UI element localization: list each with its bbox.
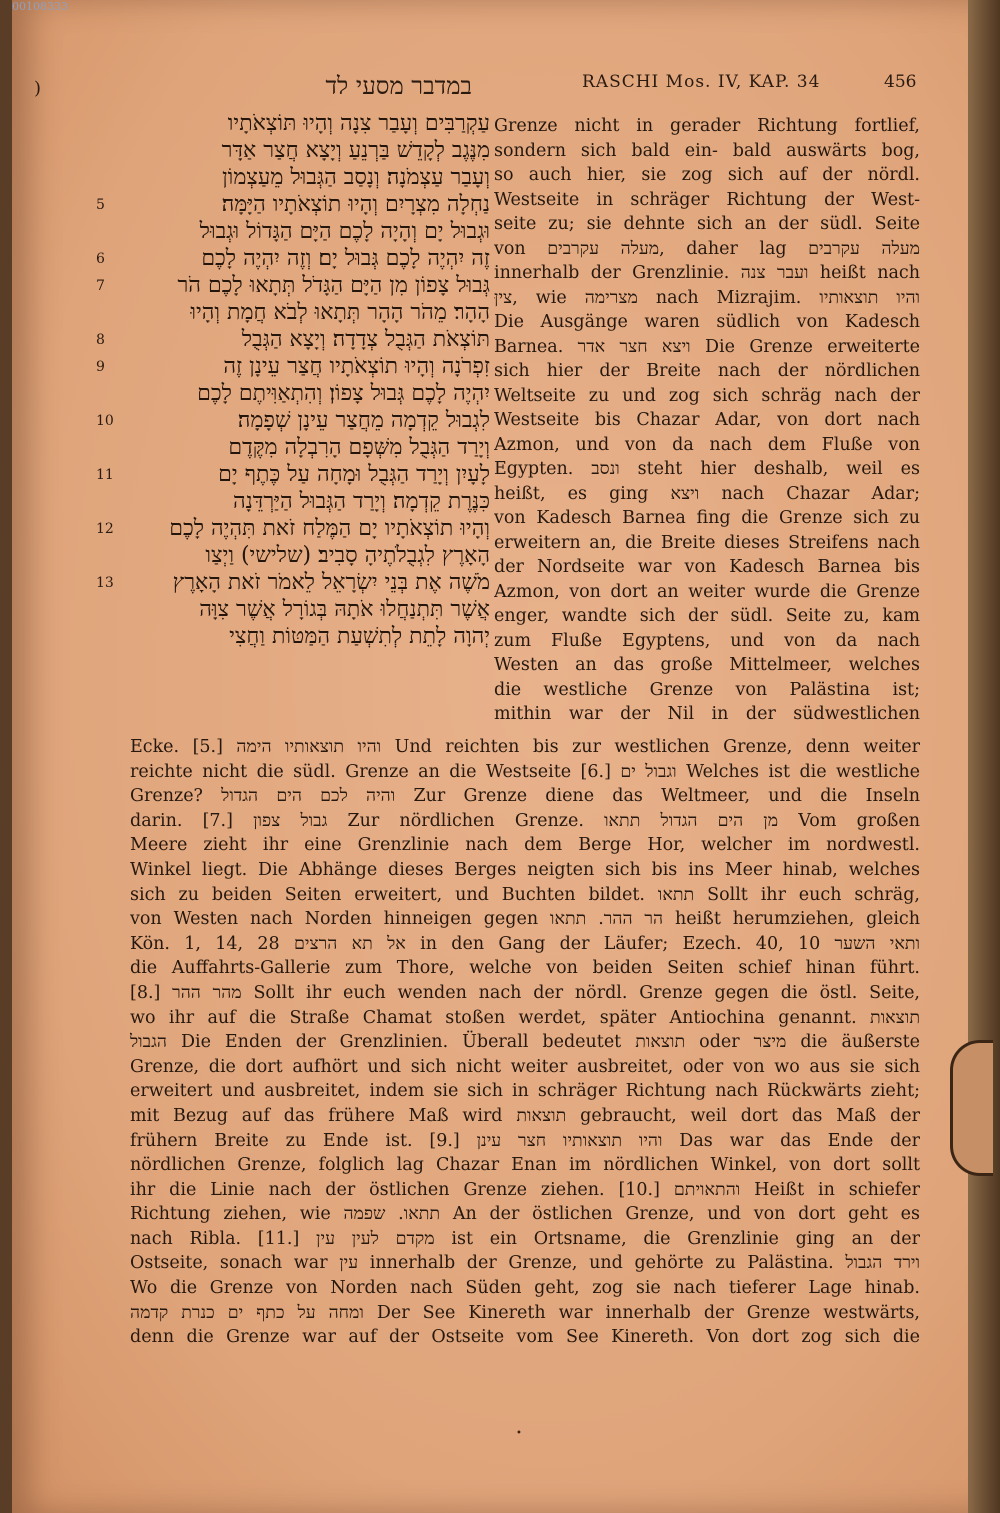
commentary-line: Ecke. [5.] והיו תוצאותיו הימה Und reichten bis zur westlichen Grenze, denn weiter bbox=[130, 737, 920, 757]
hebrew-line: לָעָיִן וְיָרַד הַגְּבֻל וּמָחָה עַל כֶּתֶף יָם bbox=[218, 462, 490, 487]
page-number: 456 bbox=[884, 72, 917, 92]
commentary-line: הגבול Die Enden der Grenzlinien. Überall bedeutet תוצאות oder מיצר die äußerste bbox=[130, 1032, 920, 1053]
commentary-line: innerhalb der Grenzlinie. ועבר צנה heißt nach bbox=[494, 263, 920, 283]
commentary-line: Winkel liegt. Die Abhänge dieses Berges neigten sich bis ins Meer hinab, welches bbox=[130, 859, 920, 880]
commentary-line: Egypten. ונסב steht hier deshalb, weil es bbox=[494, 459, 920, 479]
commentary-line: frühern Breite zu Ende ist. [9.] והיו תוצאותיו חצר עינן Das war das Ende der bbox=[130, 1130, 920, 1151]
commentary-line: Westseite in schräger Richtung der West- bbox=[494, 189, 920, 210]
running-head-latin: RASCHI Mos. IV, KAP. 34 bbox=[582, 72, 821, 92]
footer-dot: • bbox=[516, 1428, 522, 1439]
hebrew-line: וּגְבוּל יָם וְהָיָה לָכֶם הַיָּם הַגָּדוֹל וּגְבוּל bbox=[199, 219, 490, 244]
commentary-line: enger, wandte sich der südl. Seite zu, kam bbox=[494, 606, 920, 626]
thumb-index-notch bbox=[950, 1040, 993, 1176]
commentary-line: Weltseite zu und zog sich schräg nach der bbox=[494, 385, 920, 406]
commentary-line: von Kadesch Barnea fing die Grenze sich zu bbox=[494, 508, 920, 528]
commentary-line: wo ihr auf die Straße Chamat stoßen werdet, später Antiochina genannt. תוצאות bbox=[130, 1007, 920, 1028]
book-edge bbox=[968, 0, 1000, 1513]
hebrew-text-column bbox=[120, 110, 490, 650]
verse-number: 10 bbox=[96, 413, 114, 429]
commentary-line: Westen an das große Mittelmeer, welches bbox=[494, 655, 920, 675]
commentary-line: Grenze, die dort aufhört und sich nicht weiter ausbreitet, oder von wo aus sie sich bbox=[130, 1056, 920, 1077]
commentary-line: ihr die Linie nach der östlichen Grenze ziehen. [10.] והתאויתם Heißt in schiefer bbox=[130, 1179, 920, 1200]
hebrew-line: עַקְרַבִּים וְעָבַר צִנָה וְהָיוּ תּוֹצְאֹתָיו bbox=[227, 111, 490, 136]
hebrew-line: וְעָבַר עַצְמֹנָה׃ וְנָסַב הַגְּבוּל מֵעַצְמוֹן bbox=[222, 165, 490, 190]
commentary-line: Azmon, und von da nach dem Fluße von bbox=[494, 434, 920, 455]
commentary-line: ומחה על כתף ים כנרת קדמה Der See Kinereth war innerhalb der Grenze westwärts, bbox=[130, 1302, 920, 1323]
verse-number: 9 bbox=[96, 359, 105, 375]
commentary-line: reichte nicht die südl. Grenze an die Westseite [6.] וגבול ים Welches ist die westliche bbox=[130, 761, 920, 782]
commentary-line: Grenze? והיה לכם הים הגדול Zur Grenze diene das Weltmeer, und die Inseln bbox=[130, 786, 920, 807]
commentary-line: erweitert und ausbreitet, indem sie sich in schräger Richtung nach Rückwärts zieht; bbox=[130, 1081, 920, 1102]
hebrew-line: לִגְבוּל קֵדְמָה מֵחֲצַר עֵינָן שְׁפָמָה׃ bbox=[237, 408, 490, 433]
verse-number: 8 bbox=[96, 332, 105, 348]
commentary-line: Grenze nicht in gerader Richtung fortlief, bbox=[494, 116, 920, 136]
commentary-line: mithin war der Nil in der südwestlichen bbox=[494, 704, 920, 724]
hebrew-line: וְהָיוּ תוֹצְאֹתָיו יָם הַמֶּלַח זֹאת תִּהְיֶה לָכֶם bbox=[169, 516, 490, 541]
commentary-line: die Auffahrts-Gallerie zum Thore, welche von beiden Seiten schief hinan führt. bbox=[130, 958, 920, 979]
commentary-line: sich zu beiden Seiten erweitert, und Buchten bildet. תתאו Sollt ihr euch schräg, bbox=[130, 884, 920, 905]
verse-number: 6 bbox=[96, 251, 105, 267]
verse-number: 13 bbox=[96, 575, 114, 591]
commentary-right-column bbox=[494, 114, 920, 727]
commentary-line: Westseite bis Chazar Adar, von dort nach bbox=[494, 410, 920, 430]
commentary-line: denn die Grenze war auf der Ostseite vom See Kinereth. Von dort zog sich die bbox=[130, 1327, 920, 1348]
hebrew-line: זֶה יִהְיֶה לָכֶם גְּבוּל יָם׃ וְזֶה יִהְיֶה לָכֶם bbox=[201, 246, 490, 271]
commentary-line: erweitern an, die Breite dieses Streifens nach bbox=[494, 532, 920, 553]
commentary-line: Die Ausgänge waren südlich von Kadesch bbox=[494, 312, 920, 332]
hebrew-line: אֲשֶׁר תִּתְנַחֲלוּ אֹתָהּ בְּגוֹרָל אֲשֶׁר צִוָּה bbox=[199, 597, 490, 622]
commentary-line: die westliche Grenze von Palästina ist; bbox=[494, 679, 920, 700]
commentary-line: Kön. 1, 14, 28 אל תא הרצים in den Gang der Läufer; Ezech. 40, 10 ותאי השער bbox=[130, 933, 920, 954]
commentary-line: sich hier der Breite nach der nördlichen bbox=[494, 361, 920, 381]
hebrew-line: וְיָרַד הַגְּבֻל מִשְּׁפָם הָרִבְלָה מִקֶּדֶם bbox=[228, 435, 490, 460]
margin-mark: ) bbox=[34, 78, 42, 99]
hebrew-line: נַחְלָה מִצְרָיִם וְהָיוּ תוֹצְאֹתָיו הַיָּמָּה׃ bbox=[221, 192, 490, 217]
hebrew-line: הָהָר׃ מֵהֹר הָהָר תְּתָאוּ לְבֹא חֲמָת וְהָיוּ bbox=[190, 300, 490, 325]
hebrew-line: יִהְיֶה לָכֶם גְּבוּל צָפוֹן׃ וְהִתְאַוִּיתֶם לָכֶם bbox=[197, 381, 490, 406]
scan-id-label: 00108333 bbox=[12, 0, 68, 13]
commentary-line: Barnea. ויצא חצר אדר Die Grenze erweiterte bbox=[494, 336, 920, 357]
book-page bbox=[12, 0, 984, 1513]
verse-number: 11 bbox=[96, 467, 114, 483]
verse-number: 7 bbox=[96, 278, 105, 294]
commentary-line: seite zu; sie dehnte sich an der südl. Seite bbox=[494, 214, 920, 234]
commentary-line: Wo die Grenze von Norden nach Süden geht, zog sie nach tieferer Lage hinab. bbox=[130, 1278, 920, 1299]
commentary-line: heißt, es ging ויצא nach Chazar Adar; bbox=[494, 483, 920, 504]
running-head-hebrew: במדבר מסעי לד bbox=[325, 72, 472, 100]
commentary-line: zum Fluße Egyptens, und von da nach bbox=[494, 630, 920, 651]
commentary-line: nach Ribla. [11.] מקדם לעין עין ist ein Ortsname, die Grenzlinie ging an der bbox=[130, 1228, 920, 1249]
commentary-line: von Westen nach Norden hinneigen gegen הר ההר. תתאו heißt herumziehen, gleich bbox=[130, 909, 920, 930]
hebrew-line: תּוֹצְאֹת הַגְּבֻל צְדָדָה׃ וְיָצָא הַגְּבֻל bbox=[241, 327, 490, 352]
commentary-line: ציןּ, wie מצרימה nach Mizrajim. והיו תוצאותיו bbox=[494, 287, 920, 308]
hebrew-line: הָאָרֶץ לִגְבֻלֹתֶיהָ סָבִיב׃ (שלישי) וַיְצַו bbox=[205, 543, 490, 568]
hebrew-line: יְהוָה לָתֵת לְתִשְׁעַת הַמַּטּוֹת וַחֲצִי bbox=[229, 624, 490, 649]
commentary-line: der Nordseite war von Kadesch Barnea bis bbox=[494, 557, 920, 577]
commentary-line: Meere zieht ihr eine Grenzlinie nach dem Berge Hor, welcher im nordwestl. bbox=[130, 835, 920, 856]
hebrew-line: כִּנֶּרֶת קֵדְמָה׃ וְיָרַד הַגְּבוּל הַיַּרְדֵּנָה bbox=[233, 489, 490, 514]
commentary-full-width bbox=[130, 735, 920, 1350]
commentary-line: Ostseite, sonach war עין innerhalb der Grenze, und gehörte zu Palästina. וירד הגבול bbox=[130, 1253, 920, 1274]
commentary-line: nördlichen Grenze, folglich lag Chazar Enan im nördlichen Winkel, von dort sollt bbox=[130, 1155, 920, 1176]
hebrew-line: מֹשֶׁה אֶת בְּנֵי יִשְׂרָאֵל לֵאמֹר זֹאת הָאָרֶץ bbox=[172, 570, 490, 595]
hebrew-line: מִנֶּגֶב לְקָדֵשׁ בַּרְנֵעַ וְיָצָא חֲצַר אַדָּר bbox=[221, 138, 490, 163]
commentary-line: Azmon, von dort an weiter wurde die Grenze bbox=[494, 581, 920, 602]
commentary-line: sondern sich bald ein- bald auswärts bog, bbox=[494, 140, 920, 161]
commentary-line: von מעלה עקרבים, daher lag מעלה עקרבים bbox=[494, 238, 920, 259]
commentary-line: [8.] מהר ההר Sollt ihr euch wenden nach der nördl. Grenze gegen die östl. Seite, bbox=[130, 982, 920, 1003]
hebrew-line: זִפְרֹנָה וְהָיוּ תוֹצְאֹתָיו חֲצַר עֵינָן זֶה bbox=[223, 354, 490, 379]
verse-number: 12 bbox=[96, 521, 114, 537]
commentary-line: Richtung ziehen, wie תתאו. שפמה An der östlichen Grenze, und von dort geht es bbox=[130, 1204, 920, 1225]
commentary-line: mit Bezug auf das frühere Maß wird תוצאות gebraucht, weil dort das Maß der bbox=[130, 1105, 920, 1126]
verse-number: 5 bbox=[96, 197, 105, 213]
hebrew-line: גְּבוּל צָפוֹן מִן הַיָּם הַגָּדֹל תְּתָאוּ לָכֶם הֹר bbox=[177, 273, 490, 298]
commentary-line: so auch hier, sie zog sich auf der nördl. bbox=[494, 165, 920, 185]
commentary-line: darin. [7.] גבול צפון Zur nördlichen Grenze. מן הים הגדול תתאו Vom großen bbox=[130, 810, 920, 831]
